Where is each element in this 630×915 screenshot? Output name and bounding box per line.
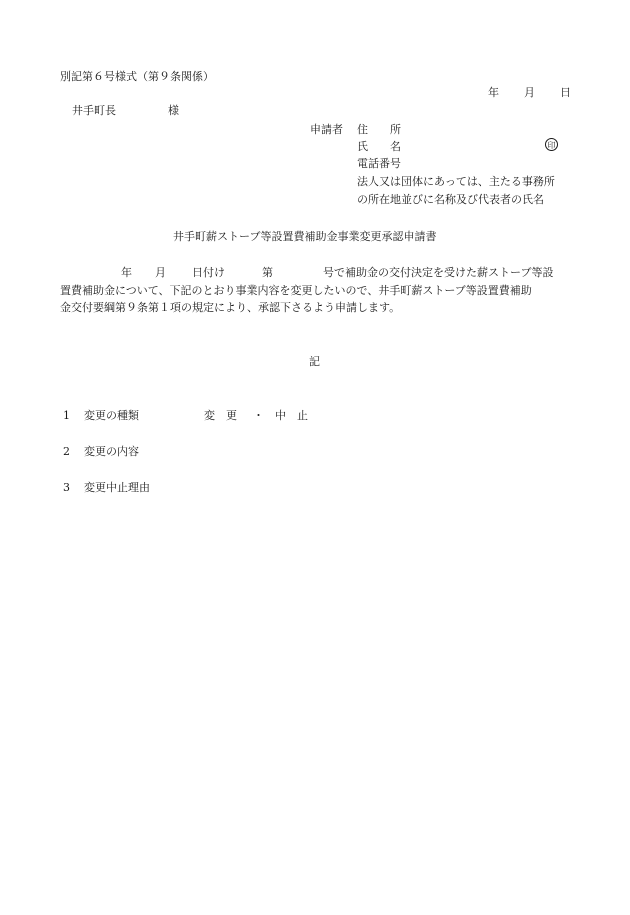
body-line3: 金交付要綱第９条第１項の規定により、承認下さるよう申請します。 [60,301,401,314]
document-title: 井手町薪ストーブ等設置費補助金事業変更承認申請書 [173,230,437,243]
body-dated: 日付け [192,266,225,279]
item-1-option-stop: 中 止 [275,409,308,422]
body-month: 月 [155,266,166,279]
name-label: 氏 名 [357,140,401,153]
addressee-honorific: 様 [168,104,179,117]
date-year-label: 年 [488,86,499,99]
seal-mark: 印 [545,138,558,151]
item-3-number: 3 [63,481,70,494]
item-2-label: 変更の内容 [84,445,139,458]
ki-heading: 記 [309,355,320,368]
body-number: 第 [262,266,273,279]
body-line1-rest: 号で補助金の交付決定を受けた薪ストーブ等設 [323,266,554,279]
address-label: 住 所 [357,123,401,136]
phone-label: 電話番号 [357,157,401,170]
corp-note-line2: の所在地並びに名称及び代表者の氏名 [357,193,544,206]
form-number: 別記第６号様式（第９条関係） [60,70,214,83]
item-3-label: 変更中止理由 [84,481,150,494]
corp-note-line1: 法人又は団体にあっては、主たる事務所 [357,175,555,188]
item-2-number: 2 [63,445,70,458]
date-day-label: 日 [560,86,571,99]
body-year: 年 [121,266,132,279]
applicant-label: 申請者 [310,123,343,136]
item-1-number: 1 [63,409,70,422]
item-1-option-change: 変 更 [204,409,237,422]
item-1-separator: ・ [253,409,264,422]
date-month-label: 月 [524,86,535,99]
item-1-label: 変更の種類 [84,409,139,422]
body-line2: 置費補助金について、下記のとおり事業内容を変更したいので、井手町薪ストーブ等設置費補助 [60,284,532,297]
addressee-name: 井手町長 [72,104,116,117]
